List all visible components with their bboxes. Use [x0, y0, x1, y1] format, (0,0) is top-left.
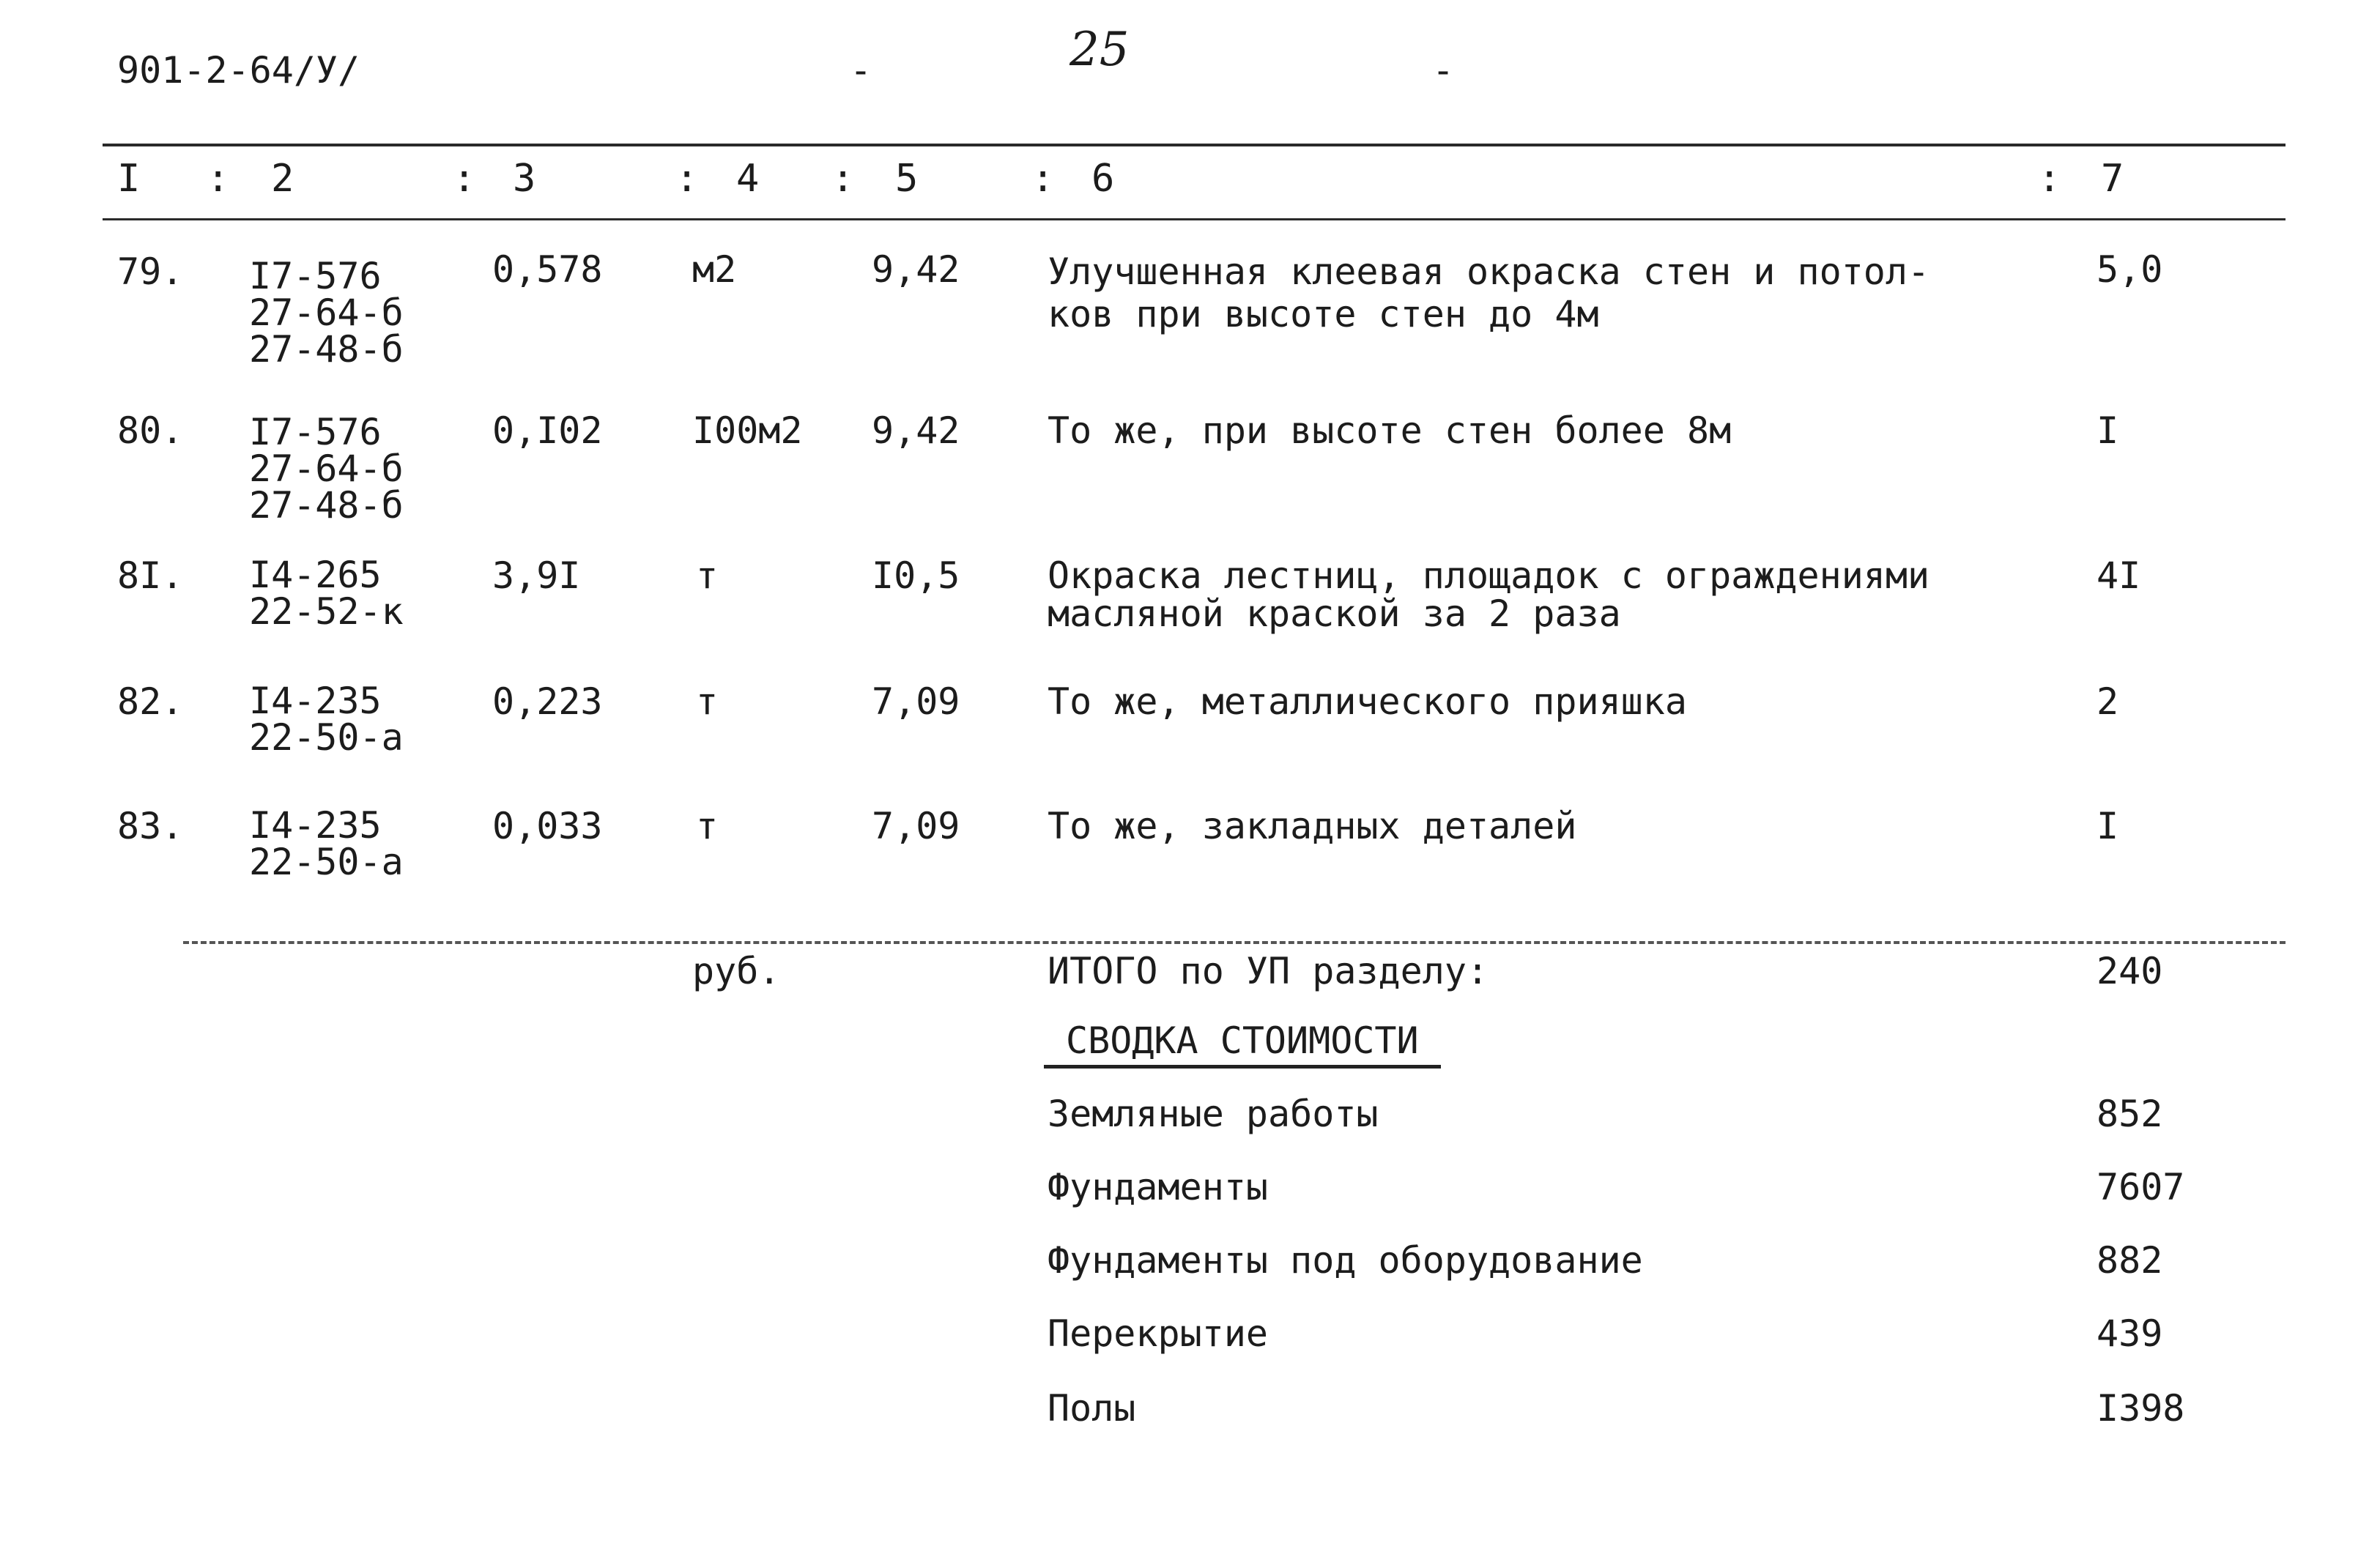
unit: м2: [692, 248, 737, 291]
summary-item-value: 439: [2097, 1312, 2163, 1355]
header-top-rule: [103, 144, 2286, 146]
description-line: Улучшенная клеевая окраска стен и потол-: [1048, 250, 1930, 293]
row-number: 83.: [117, 805, 184, 847]
quantity: 3,9I: [492, 554, 581, 597]
code-line: 22-50-а: [249, 841, 404, 883]
summary-item-value: 882: [2097, 1239, 2163, 1282]
work-description: То же, закладных деталей: [1048, 805, 1577, 847]
col-header-7: 7: [2101, 157, 2124, 201]
subtotal-rule: [183, 941, 2286, 944]
summary-item-label: Полы: [1048, 1387, 1136, 1430]
unit-price: 7,09: [872, 680, 960, 723]
unit-price: 9,42: [872, 248, 960, 291]
row-number: 79.: [117, 250, 184, 293]
col-header-4: 4: [736, 157, 760, 201]
code-line: I4-235: [249, 804, 382, 847]
total-cost: I: [2097, 805, 2119, 847]
code-line: 22-52-к: [249, 590, 404, 633]
work-description: [1048, 250, 1929, 335]
resource-codes: [249, 804, 404, 883]
page-number: 25: [1069, 23, 1130, 77]
work-description: То же, при высоте стен более 8м: [1048, 409, 1732, 452]
description-line: масляной краской за 2 раза: [1048, 592, 1621, 635]
subtotal-label: ИТОГО по УП разделу:: [1048, 950, 1489, 992]
resource-codes: [249, 680, 404, 759]
document-code: 901-2-64/У/: [117, 49, 360, 92]
total-cost: I: [2097, 409, 2119, 452]
col-separator: :: [1031, 157, 1055, 201]
summary-item-value: 7607: [2097, 1166, 2185, 1208]
description-line: ков при высоте стен до 4м: [1048, 293, 1599, 335]
code-line: I4-235: [249, 680, 382, 722]
summary-item-label: Фундаменты под оборудование: [1048, 1239, 1643, 1282]
summary-item-label: Земляные работы: [1048, 1093, 1379, 1135]
unit: т: [696, 680, 719, 723]
col-separator: :: [675, 157, 699, 201]
header-dash-right: -: [1432, 49, 1455, 92]
code-line: 22-50-а: [249, 716, 404, 759]
quantity: 0,033: [492, 805, 603, 847]
work-description: [1048, 554, 1930, 635]
subtotal-value: 240: [2097, 950, 2163, 992]
row-number: 82.: [117, 680, 184, 723]
quantity: 0,578: [492, 248, 603, 291]
work-description: То же, металлического прияшка: [1048, 680, 1687, 723]
summary-item-value: I398: [2097, 1387, 2185, 1430]
col-separator: :: [207, 157, 230, 201]
summary-item-label: Перекрытие: [1048, 1312, 1269, 1355]
unit-price: 7,09: [872, 805, 960, 847]
code-line: I7-576: [249, 411, 382, 453]
total-cost: 4I: [2097, 554, 2141, 597]
col-separator: :: [453, 157, 476, 201]
code-line: I4-265: [249, 554, 382, 596]
row-number: 8I.: [117, 554, 184, 597]
summary-title-text: СВОДКА СТОИМОСТИ: [1044, 1019, 1441, 1069]
unit: т: [696, 554, 719, 597]
col-separator: :: [831, 157, 855, 201]
col-header-5: 5: [895, 157, 919, 201]
subtotal-unit: руб.: [692, 950, 781, 992]
col-header-1: I: [117, 157, 141, 201]
code-line: 27-64-б: [249, 447, 404, 490]
unit-price: 9,42: [872, 409, 960, 452]
code-line: 27-64-б: [249, 291, 404, 334]
quantity: 0,223: [492, 680, 603, 723]
header-dash-left: -: [850, 49, 872, 92]
row-number: 80.: [117, 409, 184, 452]
col-header-3: 3: [513, 157, 536, 201]
code-line: 27-48-б: [249, 484, 404, 527]
total-cost: 5,0: [2097, 248, 2163, 291]
col-header-6: 6: [1091, 157, 1115, 201]
total-cost: 2: [2097, 680, 2119, 723]
code-line: I7-576: [249, 255, 382, 297]
summary-item-label: Фундаменты: [1048, 1166, 1269, 1208]
unit: I00м2: [692, 409, 803, 452]
description-line: Окраска лестниц, площадок с ограждениями: [1048, 554, 1930, 597]
resource-codes: [249, 554, 404, 633]
unit-price: I0,5: [872, 554, 960, 597]
code-line: 27-48-б: [249, 328, 404, 371]
summary-title: [1044, 1019, 1441, 1062]
col-separator: :: [2038, 157, 2061, 201]
resource-codes: [249, 255, 404, 371]
col-header-2: 2: [271, 157, 294, 201]
quantity: 0,I02: [492, 409, 603, 452]
unit: т: [696, 805, 719, 847]
resource-codes: [249, 411, 404, 527]
header-bottom-rule: [103, 218, 2286, 220]
summary-item-value: 852: [2097, 1093, 2163, 1135]
